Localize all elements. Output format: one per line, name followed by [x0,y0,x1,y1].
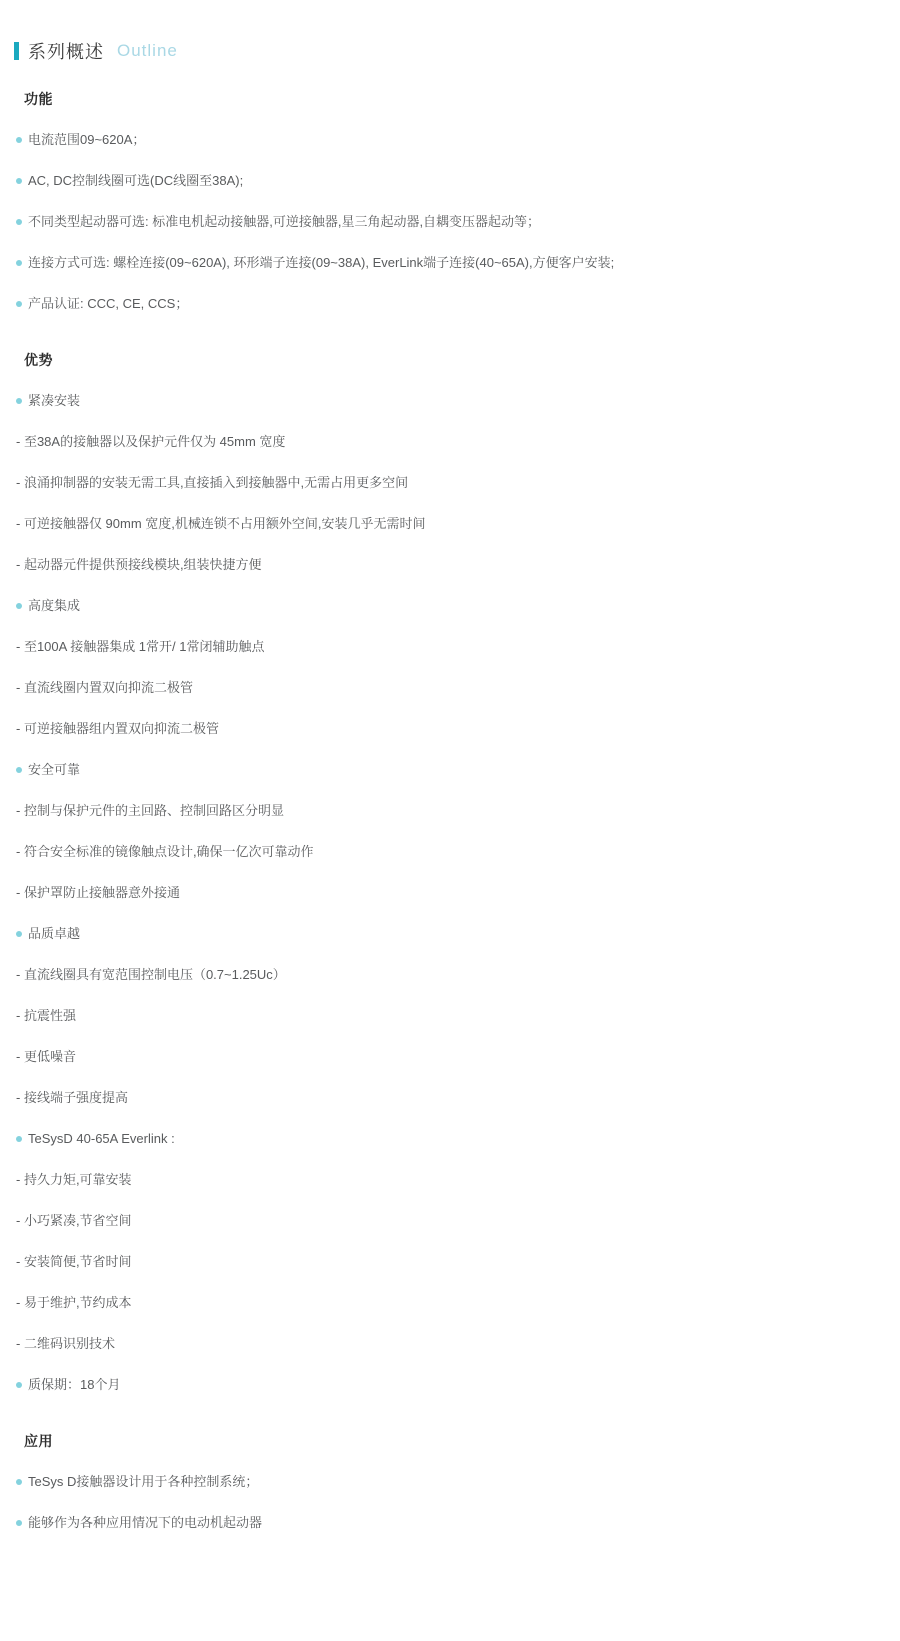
list-item-text: AC, DC控制线圈可选(DC线圈至38A); [28,173,244,188]
list-item-text: - 二维码识别技术 [16,1336,115,1351]
list-item [0,213,900,231]
list-item-text: - 保护罩防止接触器意外接通 [16,885,180,900]
list-item [0,925,900,943]
list-item [0,474,900,492]
list-item-text: - 更低噪音 [16,1049,76,1064]
section-heading: 应用 [24,1433,53,1449]
list-item-text: - 安装简便,节省时间 [16,1254,132,1269]
list-item-text: 高度集成 [28,598,81,613]
list-item [0,1376,900,1394]
page-title: 系列概述 [28,42,104,62]
list-item [0,884,900,902]
list-item [0,1294,900,1312]
list-item-text: - 抗震性强 [16,1008,76,1023]
page-subtitle: Outline [117,41,178,60]
list-item-text: TeSysD 40-65A Everlink : [28,1131,175,1146]
section-heading: 优势 [24,352,53,368]
list-item-text: 连接方式可选: 螺栓连接(09~620A), 环形端子连接(09~38A), EverLink端子连接(40~65A),方便客户安装; [28,255,615,270]
list-item [0,843,900,861]
list-item [0,1212,900,1230]
list-item-text: - 直流线圈具有宽范围控制电压（0.7~1.25Uc） [16,967,286,982]
list-item [0,254,900,272]
list-item [0,1514,900,1532]
list-item-text: 能够作为各种应用情况下的电动机起动器 [28,1515,263,1530]
list-item-text: - 直流线圈内置双向抑流二极管 [16,680,193,695]
list-item-text: - 持久力矩,可靠安装 [16,1172,132,1187]
list-item [0,556,900,574]
bullet-dot-icon [16,1382,22,1388]
list-item [0,597,900,615]
list-item-text: - 小巧紧凑,节省空间 [16,1213,132,1228]
list-item [0,761,900,779]
list-item-text: 紧凑安装 [28,393,81,408]
list-item [0,1253,900,1271]
section-heading: 功能 [24,91,53,107]
bullet-dot-icon [16,767,22,773]
bullet-dot-icon [16,1520,22,1526]
bullet-dot-icon [16,1136,22,1142]
list-item-text: - 接线端子强度提高 [16,1090,128,1105]
list-item [0,802,900,820]
list-item-text: TeSys D接触器设计用于各种控制系统； [28,1474,259,1489]
bullet-dot-icon [16,398,22,404]
sections-container [0,90,900,1532]
accent-bar-icon [14,42,19,60]
list-item-text: - 符合安全标准的镜像触点设计,确保一亿次可靠动作 [16,844,314,859]
list-item-text: - 控制与保护元件的主回路、控制回路区分明显 [16,803,284,818]
section [0,351,900,1394]
list-item-text: - 至38A的接触器以及保护元件仅为 45mm 宽度 [16,434,286,449]
bullet-dot-icon [16,301,22,307]
list-item [0,1048,900,1066]
list-item [0,966,900,984]
list-item-text: - 浪涌抑制器的安装无需工具,直接插入到接触器中,无需占用更多空间 [16,475,409,490]
list-item [0,1089,900,1107]
list-item-text: 产品认证: CCC, CE, CCS； [28,296,189,311]
list-item [0,1473,900,1491]
section [0,1432,900,1532]
list-item-text: - 至100A 接触器集成 1常开/ 1常闭辅助触点 [16,639,265,654]
bullet-dot-icon [16,931,22,937]
list-item [0,131,900,149]
bullet-dot-icon [16,137,22,143]
list-item [0,1171,900,1189]
section [0,90,900,313]
list-item-text: - 起动器元件提供预接线模块,组装快捷方便 [16,557,262,572]
bullet-dot-icon [16,603,22,609]
list-item [0,1130,900,1148]
list-item-text: - 可逆接触器仅 90mm 宽度,机械连锁不占用额外空间,安装几乎无需时间 [16,516,426,531]
list-item [0,295,900,313]
list-item-text: 不同类型起动器可选: 标准电机起动接触器,可逆接触器,星三角起动器,自耦变压器起动等； [28,214,541,229]
list-item [0,679,900,697]
list-item [0,433,900,451]
list-item-text: 电流范围09~620A； [28,132,146,147]
list-item [0,392,900,410]
list-item [0,1335,900,1353]
list-item [0,638,900,656]
bullet-dot-icon [16,1479,22,1485]
list-item [0,515,900,533]
list-item [0,1007,900,1025]
list-item-text: - 易于维护,节约成本 [16,1295,132,1310]
bullet-dot-icon [16,219,22,225]
bullet-dot-icon [16,178,22,184]
list-item-text: 安全可靠 [28,762,81,777]
outline-page [0,40,900,1641]
list-item-text: - 可逆接触器组内置双向抑流二极管 [16,721,219,736]
bullet-dot-icon [16,260,22,266]
page-header [14,40,900,62]
list-item-text: 品质卓越 [28,926,81,941]
list-item [0,720,900,738]
list-item [0,172,900,190]
list-item-text: 质保期：18个月 [28,1377,121,1392]
